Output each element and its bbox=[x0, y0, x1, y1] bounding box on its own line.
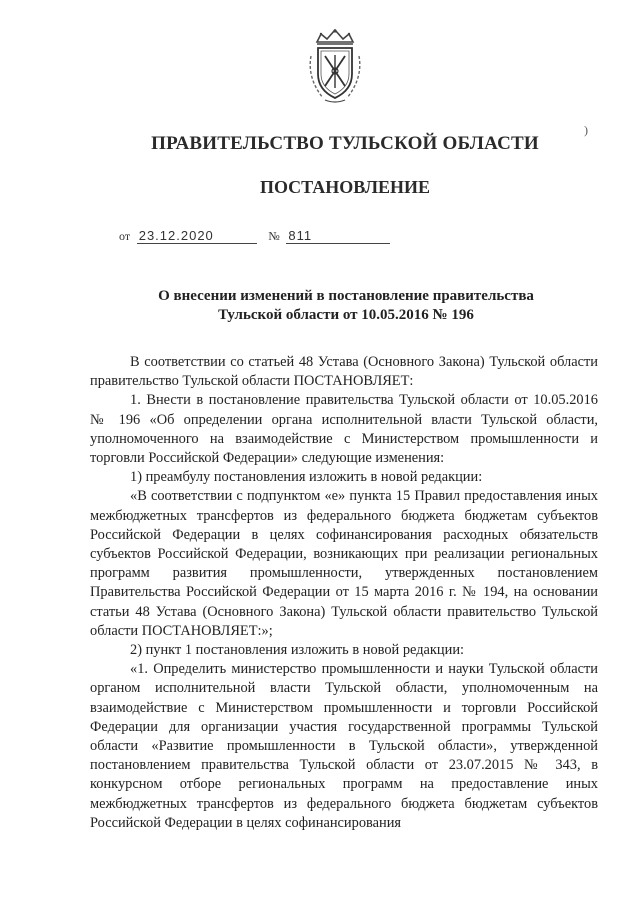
date-value: 23.12.2020 bbox=[137, 228, 257, 244]
tula-coat-of-arms-icon bbox=[303, 28, 367, 104]
document-type: ПОСТАНОВЛЕНИЕ bbox=[259, 177, 431, 197]
body-paragraph: В соответствии со статьей 48 Устава (Основного Закона) Тульской области правительство Тульской области ПОСТАНОВЛЯЕТ: bbox=[90, 354, 598, 390]
number-value: 811 bbox=[286, 228, 390, 244]
document-body bbox=[90, 353, 598, 833]
document-subject bbox=[60, 287, 632, 325]
subject-line: О внесении изменений в постановление правительства bbox=[158, 288, 534, 304]
government-title: ПРАВИТЕЛЬСТВО ТУЛЬСКОЙ ОБЛАСТИ bbox=[151, 133, 539, 154]
body-paragraph: 1) преамбулу постановления изложить в новой редакции: bbox=[130, 469, 483, 486]
body-paragraph: 1. Внести в постановление правительства Тульской области от 10.05.2016 № 196 «Об определении органа исполнительной власти Тульской области, уполномоченного на взаимодействие с Министерством промышленности и торговли Российской Федерации» следующие изменения: bbox=[90, 392, 598, 467]
body-paragraph: 2) пункт 1 постановления изложить в новой редакции: bbox=[130, 642, 465, 659]
subject-line: Тульской области от 10.05.2016 № 196 bbox=[218, 307, 474, 323]
date-label: от bbox=[119, 229, 131, 243]
body-paragraph: «1. Определить министерство промышленности и науки Тульской области органом исполнительной власти Тульской области, уполномоченным на взаимодействие с Министерством промышленности и торговли Российской Федерации для организации участия государственной программы Тульской области «Развитие промышленности в Тульской области», утвержденной постановлением правительства Тульской области от 23.07.2015 № 343, в конкурсном отборе региональных программ на предоставление иных межбюджетных трансфертов из федерального бюджета бюджетам субъектов Российской Федерации в целях софинансирования bbox=[90, 661, 598, 831]
number-label: № bbox=[268, 229, 280, 243]
body-paragraph: «В соответствии с подпунктом «е» пункта 15 Правил предоставления иных межбюджетных трансфертов из федерального бюджета бюджетам субъектов Российской Федерации в целях софинансирования расходных обязательств субъектов Российской Федерации, возникающих при реализации региональных программ развития промышленности, утвержденных постановлением Правительства Российской Федерации от 15 марта 2016 г. № 194, на основании статьи 48 Устава (Основного Закона) Тульской области правительство Тульской области ПОСТАНОВЛЯЕТ:»; bbox=[90, 488, 598, 639]
scan-mark: ) bbox=[584, 123, 588, 137]
date-number-line bbox=[119, 228, 390, 244]
